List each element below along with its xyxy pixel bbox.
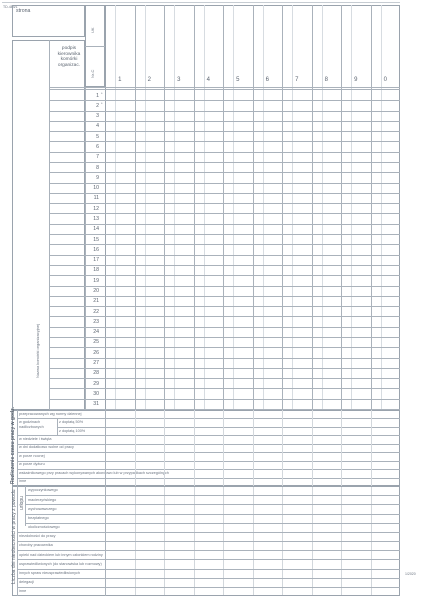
column-number: 3 — [177, 77, 181, 83]
day-number: 25 — [93, 339, 99, 346]
day-row-line — [50, 121, 400, 122]
column-number: 2 — [147, 77, 151, 83]
column-number: 0 — [383, 77, 387, 83]
day-number: 16 — [93, 246, 99, 253]
grid-col-line — [253, 5, 254, 410]
absence-row-label: choroby pracownika — [19, 543, 53, 548]
day-mark: * — [101, 101, 103, 107]
day-number: 12 — [93, 205, 99, 212]
day-number: 18 — [93, 267, 99, 274]
page-box — [12, 5, 85, 37]
hours-row-label: przepracowanych wg normy dziennej — [19, 411, 82, 416]
day-number: 4 — [96, 123, 99, 130]
absence-row-line — [17, 587, 400, 588]
column-number: 4 — [206, 77, 210, 83]
column-number: 7 — [295, 77, 299, 83]
unit-name-divider — [49, 40, 50, 410]
hours-row-sublabel: z dopłatą 100% — [59, 428, 86, 433]
absence-sub-divider — [25, 486, 26, 526]
column-number: 6 — [265, 77, 269, 83]
header-bottom-rule — [50, 87, 400, 88]
nrc-label: Nr-C — [90, 69, 95, 78]
absence-row-label: opieki nad dzieckiem lub innym członkiem rodziny — [19, 552, 103, 557]
day-row-line — [50, 378, 400, 379]
day-row-line — [50, 306, 400, 307]
grid-col-line — [282, 5, 283, 410]
absence-row-line — [17, 541, 400, 542]
hours-row-label: w dni dodatkowo wolne od pracy — [19, 445, 74, 450]
hours-section-title: Rozliczenie czasu pracy w godz. — [10, 407, 16, 484]
hours-row-label: inne — [19, 479, 27, 484]
day-row-line — [50, 399, 400, 400]
grid-subcol-line — [322, 5, 323, 410]
hours-row-label: w porze dyżuru — [19, 462, 45, 467]
grid-col-line — [164, 5, 165, 410]
day-row-line — [50, 244, 400, 245]
absence-row-line — [17, 569, 400, 570]
absence-row-line — [25, 514, 400, 515]
day-row-line — [50, 368, 400, 369]
page-label: strona — [16, 8, 31, 14]
day-number: 28 — [93, 370, 99, 377]
absence-row-label: inne — [19, 589, 27, 594]
grid-col-line — [312, 5, 313, 410]
hours-row-line — [57, 427, 400, 428]
day-row-line — [50, 316, 400, 317]
day-number: 11 — [93, 195, 99, 202]
day-number: 10 — [93, 185, 99, 192]
grid-subcol-line — [115, 5, 116, 410]
day-number: 3 — [96, 113, 99, 120]
absence-row-label: wypoczynkowego — [28, 488, 58, 493]
hours-row-label: w godzinach nadliczbowych — [19, 420, 44, 429]
grid-col-line — [371, 5, 372, 410]
grid-col-line — [223, 5, 224, 410]
day-row-line — [50, 203, 400, 204]
grid-col-line — [135, 5, 136, 410]
day-number: 9 — [96, 174, 99, 181]
absence-row-line — [17, 532, 400, 533]
day-row-line — [50, 183, 400, 184]
day-number: 6 — [96, 143, 99, 150]
day-row-line — [50, 286, 400, 287]
day-mark: * — [101, 91, 103, 96]
absence-row-line — [17, 559, 400, 560]
day-row-line — [50, 327, 400, 328]
day-row-line — [50, 358, 400, 359]
day-row-line — [50, 213, 400, 214]
hours-row-line — [17, 418, 400, 419]
day-number: 2 — [96, 102, 99, 109]
absence-row-label: wychowawczego — [28, 506, 57, 511]
column-number: 1 — [118, 77, 122, 83]
day-number: 5 — [96, 133, 99, 140]
absence-row-line — [25, 495, 400, 496]
day-row-line — [50, 141, 400, 142]
unit-name-label: Nazwa komórki organizacyjnej — [35, 323, 40, 378]
day-number: 19 — [93, 277, 99, 284]
header-double-rule — [50, 89, 400, 90]
day-row-line — [50, 337, 400, 338]
day-number: 15 — [93, 236, 99, 243]
grid-subcol-line — [292, 5, 293, 410]
day-row-line — [50, 224, 400, 225]
grid-subcol-line — [145, 5, 146, 410]
hours-row-label: wskaźnikowego przy pracach wykonywanych akordowo lub w przypadkach szczególnych — [19, 470, 169, 475]
grid-subcol-line — [381, 5, 382, 410]
grid-subcol-line — [233, 5, 234, 410]
signature-header: podpis kierownika komórki organizac. — [57, 46, 81, 68]
day-row-line — [50, 255, 400, 256]
grid-subcol-line — [351, 5, 352, 410]
day-number: 21 — [93, 298, 99, 305]
day-row-line — [50, 275, 400, 276]
day-number: 29 — [93, 380, 99, 387]
day-row-line — [50, 296, 400, 297]
column-number: 8 — [324, 77, 328, 83]
grid-col-line — [194, 5, 195, 410]
day-number-divider — [85, 87, 86, 410]
day-number: 26 — [93, 349, 99, 356]
day-number: 14 — [93, 226, 99, 233]
absence-label-divider — [105, 486, 106, 596]
hours-title-divider — [17, 410, 18, 486]
day-row-line — [50, 172, 400, 173]
grid-subcol-line — [263, 5, 264, 410]
absence-row-label: bezpłatnego — [28, 515, 49, 520]
day-number: 7 — [96, 154, 99, 161]
column-number: 5 — [236, 77, 240, 83]
header-nr-split — [85, 46, 105, 47]
hours-label-divider — [105, 410, 106, 486]
absence-row-label: niezdolności do pracy — [19, 534, 56, 539]
day-row-line — [50, 111, 400, 112]
absence-row-label: macierzyńskiego — [28, 497, 57, 502]
absence-section-title: Liczba dni nieobecności w pracy z powodu — [11, 489, 17, 584]
column-number: 9 — [354, 77, 358, 83]
day-row-line — [50, 162, 400, 163]
absence-row-line — [25, 504, 400, 505]
day-number: 23 — [93, 318, 99, 325]
day-row-line — [50, 265, 400, 266]
hours-sub-divider — [57, 418, 58, 435]
hours-row-label: w niedziele i święta — [19, 436, 52, 441]
absence-row-label: delegacji — [19, 580, 34, 585]
top-rule — [2, 2, 400, 3]
day-number: 22 — [93, 308, 99, 315]
day-number: 24 — [93, 329, 99, 336]
day-number: 27 — [93, 360, 99, 367]
footer-code: 1/2020 — [405, 572, 416, 576]
day-number: 8 — [96, 164, 99, 171]
grid-subcol-line — [174, 5, 175, 410]
absence-row-label: usprawiedliwionych (do stanowiska lub rozmowy) — [19, 561, 102, 566]
day-number: 1 — [96, 92, 99, 99]
absence-row-label: innych spraw nieusprawiedliwionych — [19, 570, 80, 575]
absence-row-label: okolicznościowego — [28, 525, 60, 530]
day-number: 17 — [93, 257, 99, 264]
day-row-line — [50, 388, 400, 389]
absence-subtitle: urlopu — [19, 496, 25, 510]
form-code: TD-484/1 — [3, 5, 18, 9]
day-row-line — [50, 152, 400, 153]
day-number: 20 — [93, 288, 99, 295]
hours-row-sublabel: z dopłatą 50% — [59, 420, 84, 425]
day-row-line — [50, 347, 400, 348]
absence-row-line — [25, 523, 400, 524]
grid-col-line — [341, 5, 342, 410]
day-row-line — [50, 131, 400, 132]
hours-row-label: w porze nocnej — [19, 453, 45, 458]
uk-label: UK — [90, 27, 95, 33]
absence-row-line — [17, 550, 400, 551]
absence-row-line — [17, 578, 400, 579]
day-number: 13 — [93, 215, 99, 222]
day-number: 30 — [93, 390, 99, 397]
day-number: 31 — [93, 401, 99, 408]
day-row-line — [50, 193, 400, 194]
day-row-line — [50, 234, 400, 235]
grid-subcol-line — [204, 5, 205, 410]
